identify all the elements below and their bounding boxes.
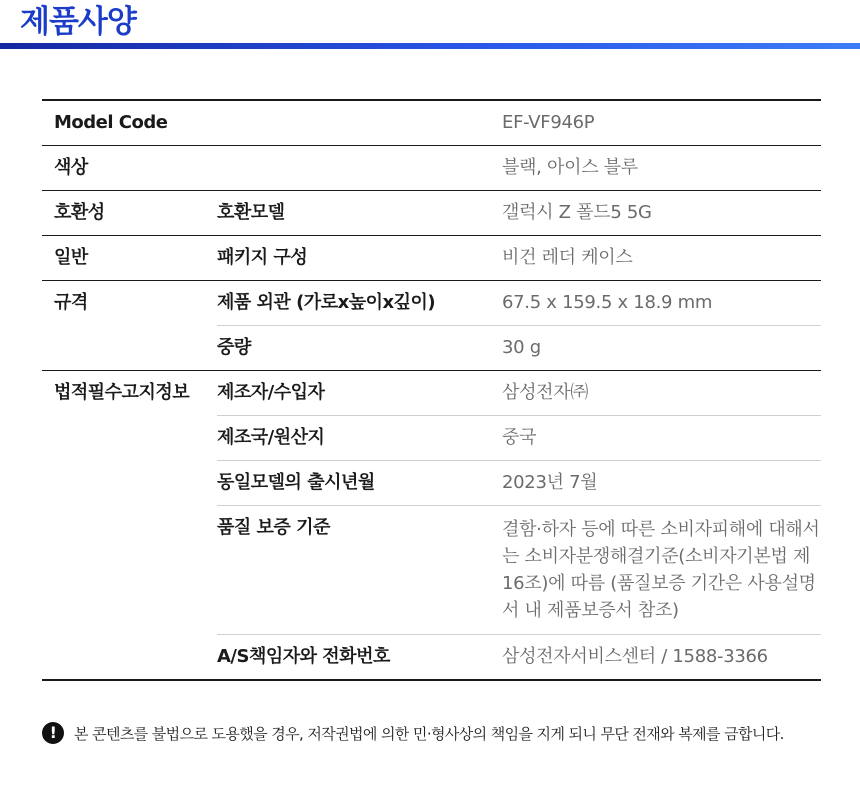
row-sublabel-release: 동일모델의 출시년월 <box>217 461 500 506</box>
copyright-notice <box>42 722 842 744</box>
package-value: 비건 레더 케이스 <box>500 236 821 281</box>
title-underline <box>0 43 860 49</box>
origin-value: 중국 <box>500 416 821 461</box>
page-title: 제품사양 <box>20 4 136 40</box>
row-label-color: 색상 <box>42 146 217 191</box>
notice-text: 본 콘텐츠를 불법으로 도용했을 경우, 저작권법에 의한 민·형사상의 책임을 지게 되니 무단 전재와 복제를 금합니다. <box>74 724 784 743</box>
table-row <box>42 191 821 236</box>
size-value: 67.5 x 159.5 x 18.9 mm <box>500 281 821 326</box>
row-label-legal: 법적필수고지정보 <box>42 371 217 681</box>
exclamation-icon: ! <box>42 722 64 744</box>
row-label-dimension: 규격 <box>42 281 217 371</box>
color-value: 블랙, 아이스 블루 <box>500 146 821 191</box>
row-sublabel-maker: 제조자/수입자 <box>217 371 500 416</box>
weight-value: 30 g <box>500 326 821 371</box>
maker-value: 삼성전자㈜ <box>500 371 821 416</box>
release-value: 2023년 7월 <box>500 461 821 506</box>
table-row <box>42 281 821 326</box>
row-sublabel-origin: 제조국/원산지 <box>217 416 500 461</box>
row-sublabel-size: 제품 외관 (가로x높이x깊이) <box>217 281 500 326</box>
table-row <box>42 146 821 191</box>
table-row <box>42 371 821 416</box>
compat-model-value: 갤럭시 Z 폴드5 5G <box>500 191 821 236</box>
warranty-value: 결함·하자 등에 따른 소비자피해에 대해서는 소비자분쟁해결기준(소비자기본법 제16조)에 따름 (품질보증 기간은 사용설명서 내 제품보증서 참조) <box>500 506 821 635</box>
as-value: 삼성전자서비스센터 / 1588-3366 <box>500 635 821 681</box>
model-code-value: EF-VF946P <box>502 112 595 133</box>
spec-table <box>42 99 821 681</box>
row-sublabel-empty <box>217 100 500 146</box>
row-label-model-code: Model Code <box>54 112 168 133</box>
table-row <box>42 100 821 146</box>
row-sublabel-empty <box>217 146 500 191</box>
table-row <box>42 236 821 281</box>
row-sublabel-weight: 중량 <box>217 326 500 371</box>
row-sublabel-compat-model: 호환모델 <box>217 191 500 236</box>
row-sublabel-as: A/S책임자와 전화번호 <box>217 635 500 681</box>
row-label-general: 일반 <box>42 236 217 281</box>
row-sublabel-warranty: 품질 보증 기준 <box>217 506 500 635</box>
row-label-compat: 호환성 <box>42 191 217 236</box>
row-sublabel-package: 패키지 구성 <box>217 236 500 281</box>
